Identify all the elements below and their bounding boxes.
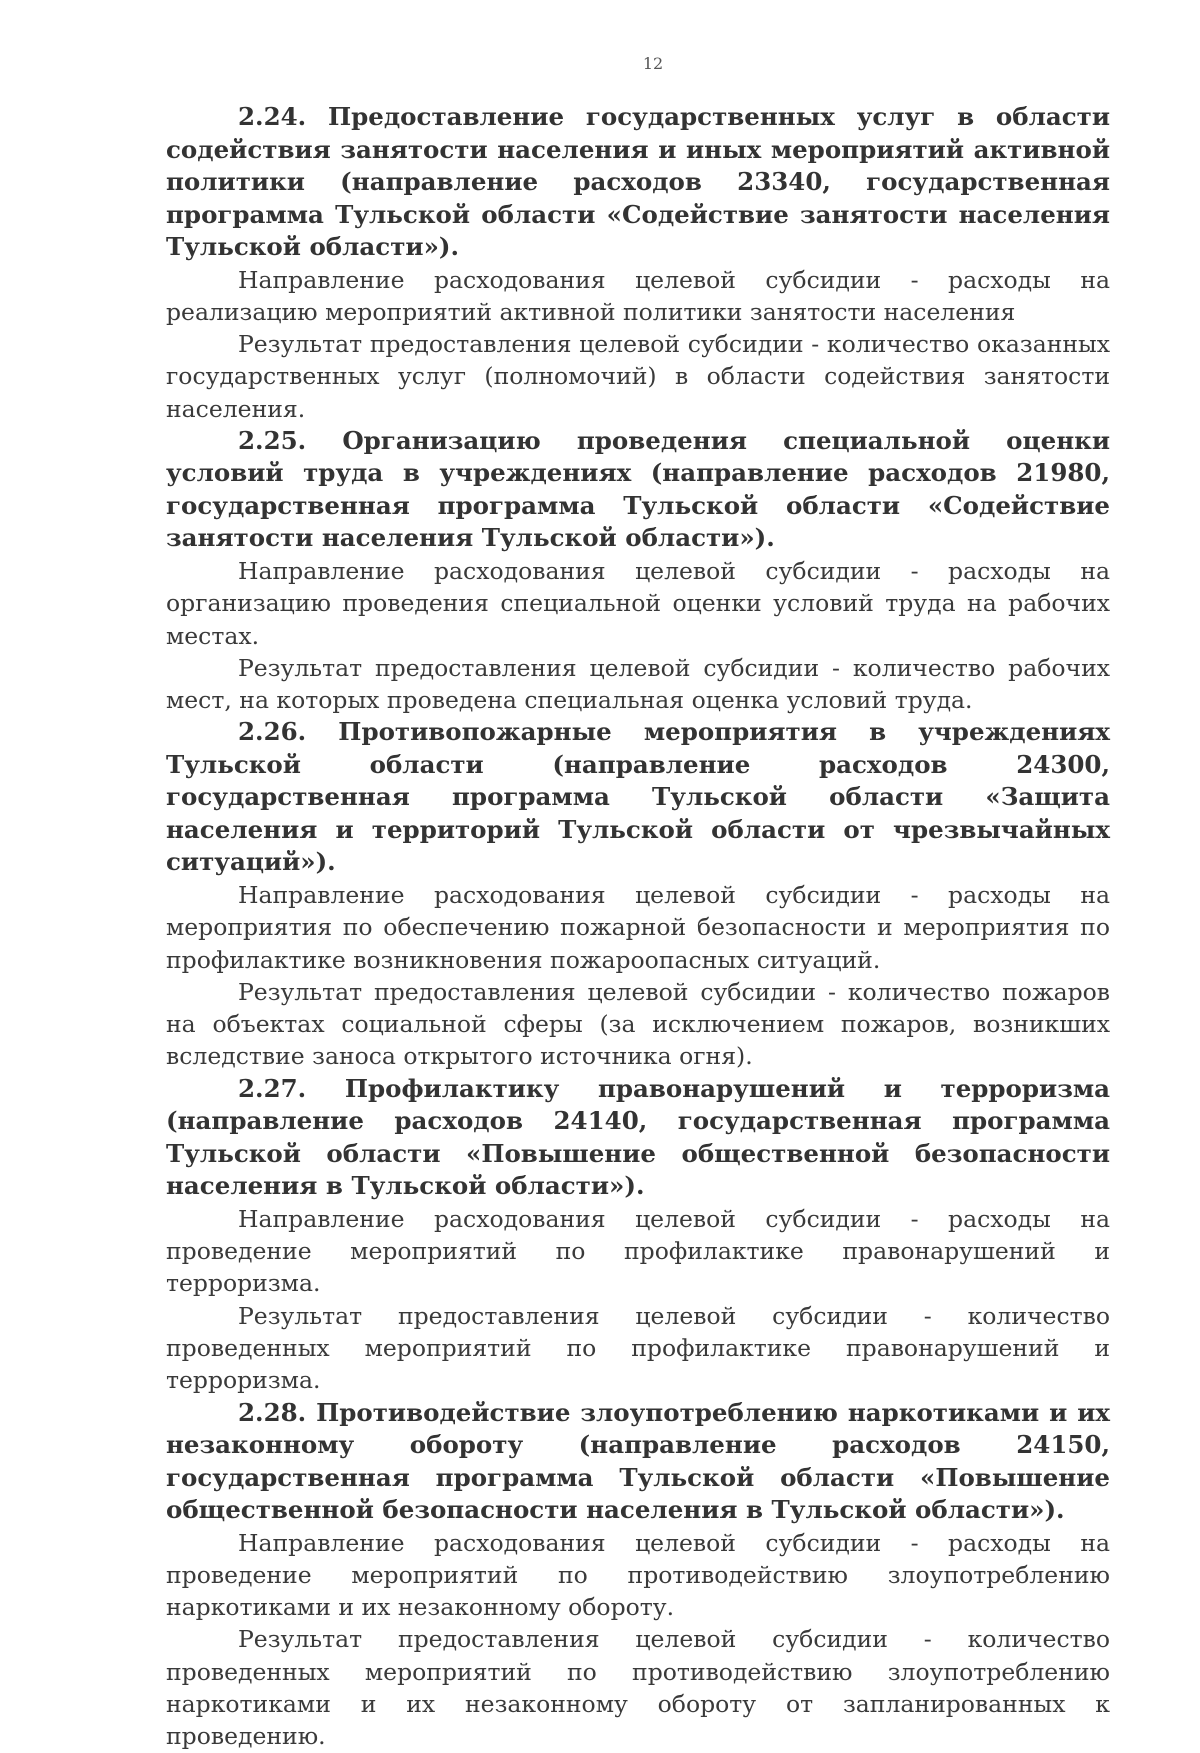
section-result: Результат предоставления целевой субсидии - количество рабочих мест, на которых проведена специальная оценка условий труда. [166,653,1110,715]
section-2-28 [166,1397,1110,1753]
section-direction: Направление расходования целевой субсидии - расходы на проведение мероприятий по профилактике правонарушений и терроризма. [166,1204,1110,1298]
section-result: Результат предоставления целевой субсидии - количество оказанных государственных услуг (полномочий) в области содействия занятости населения. [166,330,1110,423]
section-2-24 [166,101,1110,425]
section-result: Результат предоставления целевой субсидии - количество пожаров на объектах социальной сферы (за исключением пожаров, возникших вследствие заноса открытого источника огня). [166,977,1110,1071]
section-heading: 2.27. Профилактику правонарушений и терроризма (направление расходов 24140, государственная программа Тульской области «Повышение общественной безопасности населения в Тульской области»). [166,1073,1110,1201]
section-2-27 [166,1073,1110,1397]
section-heading: 2.24. Предоставление государственных услуг в области содействия занятости населения и иных мероприятий активной политики (направление расходов 23340, государственная программа Тульской области «Содействие занятости населения Тульской области»). [166,102,1110,261]
section-direction: Направление расходования целевой субсидии - расходы на организацию проведения специальной оценки условий труда на рабочих местах. [166,556,1110,650]
section-heading: 2.28. Противодействие злоупотреблению наркотиками и их незаконному обороту (направление расходов 24150, государственная программа Тульской области «Повышение общественной безопасности населения в Тульской области»). [166,1397,1110,1525]
section-result: Результат предоставления целевой субсидии - количество проведенных мероприятий по противодействию злоупотреблению наркотиками и их незаконному обороту от запланированных к проведению. [166,1625,1110,1751]
section-direction: Направление расходования целевой субсидии - расходы на реализацию мероприятий активной политики занятости населения [166,265,1110,326]
section-heading: 2.26. Противопожарные мероприятия в учреждениях Тульской области (направление расходов 24300, государственная программа Тульской области «Защита населения и территорий Тульской области от чрезвычайных ситуаций»). [166,717,1110,877]
section-result: Результат предоставления целевой субсидии - количество проведенных мероприятий по профилактике правонарушений и терроризма. [166,1301,1110,1395]
section-2-26 [166,716,1110,1072]
page-number: 12 [642,54,664,73]
section-direction: Направление расходования целевой субсидии - расходы на проведение мероприятий по противодействию злоупотреблению наркотиками и их незаконному обороту. [166,1528,1110,1622]
document-page [166,54,1110,1753]
section-direction: Направление расходования целевой субсидии - расходы на мероприятия по обеспечению пожарной безопасности и мероприятия по профилактике возникновения пожароопасных ситуаций. [166,880,1110,974]
section-heading: 2.25. Организацию проведения специальной оценки условий труда в учреждениях (направление расходов 21980, государственная программа Тульской области «Содействие занятости населения Тульской области»). [166,425,1110,553]
section-2-25 [166,425,1110,716]
